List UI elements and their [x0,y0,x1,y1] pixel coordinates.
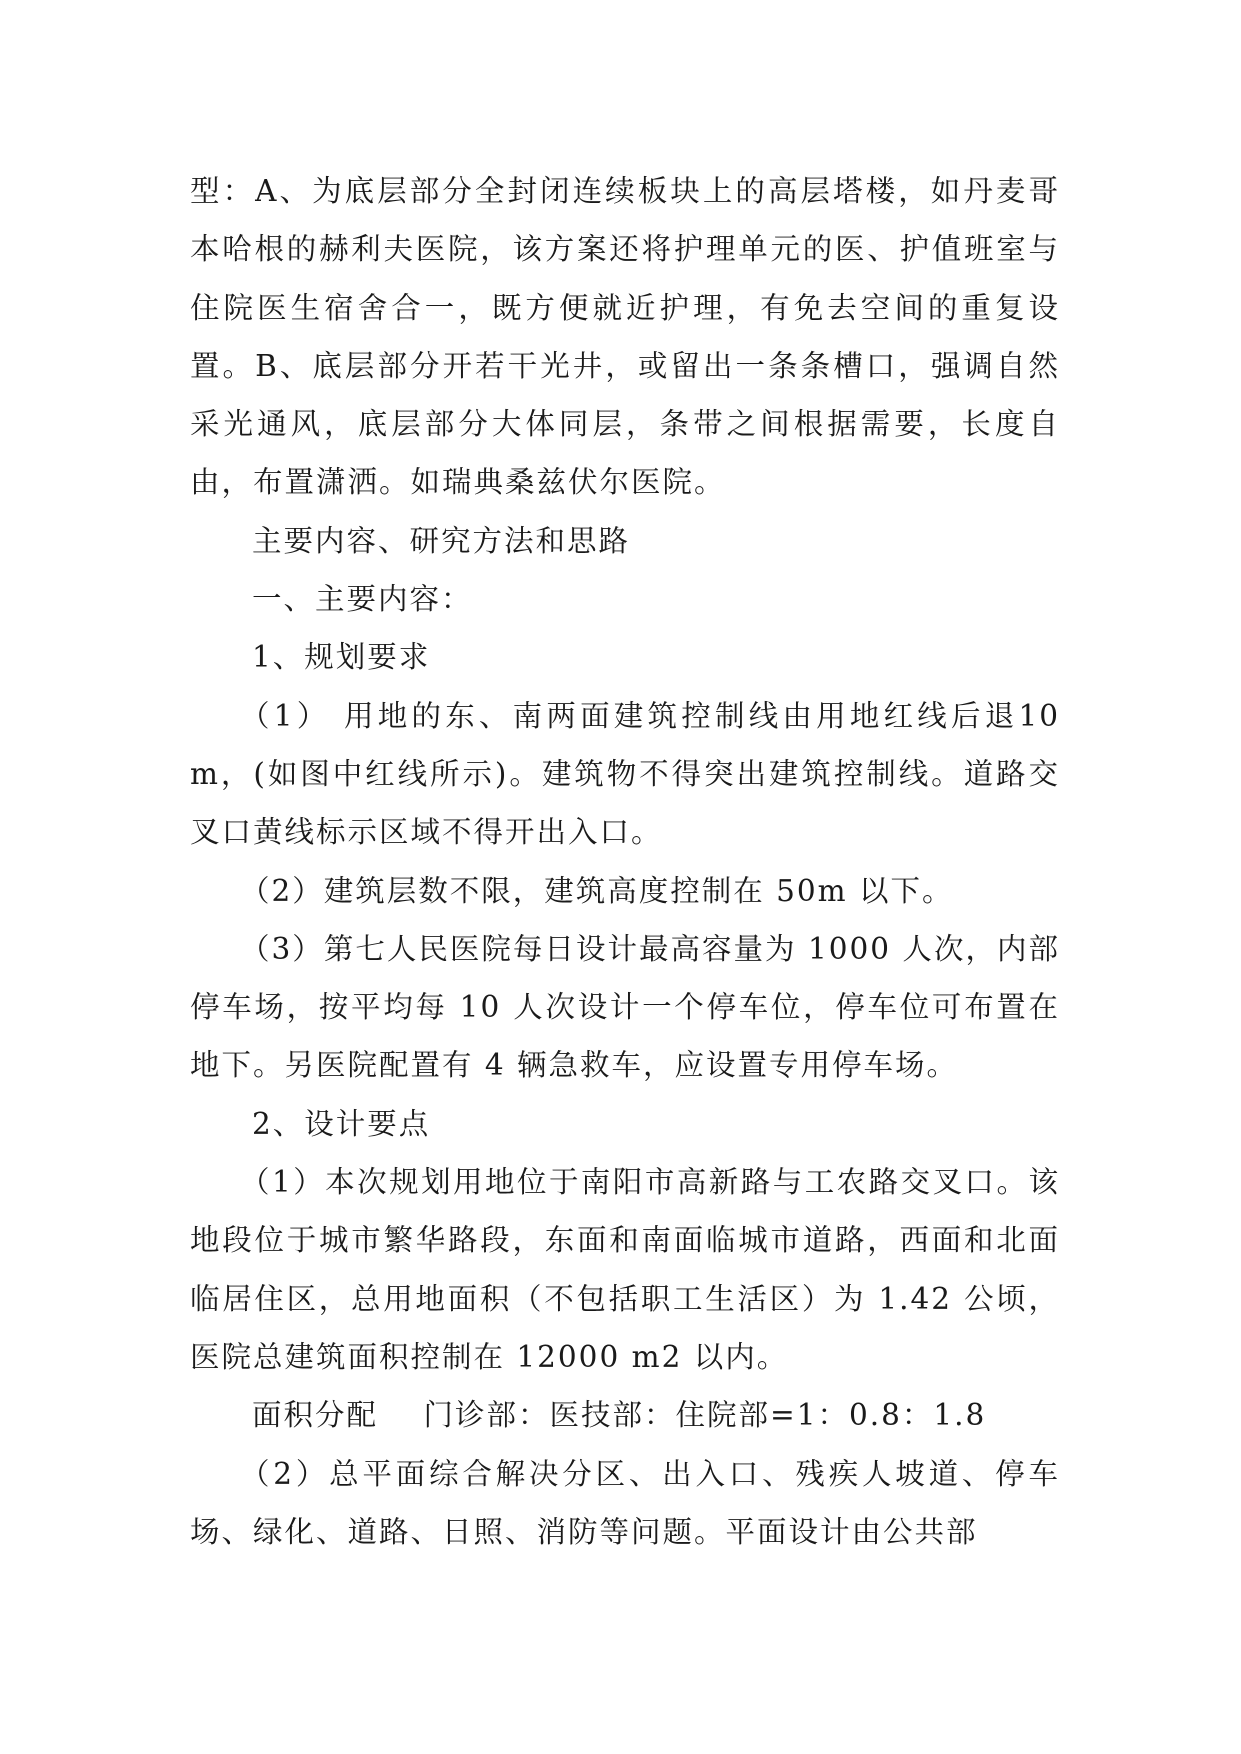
paragraph-requirement-1: （1） 用地的东、南两面建筑控制线由用地红线后退10m，(如图中红线所示)。建筑物不得突出建筑控制线。道路交叉口黄线标示区域不得开出入口。 [190,698,1060,850]
paragraph-hospital-types: 型：A、为底层部分全封闭连续板块上的高层塔楼，如丹麦哥本哈根的赫利夫医院，该方案还将护理单元的医、护值班室与住院医生宿舍合一，既方便就近护理，有免去空间的重复设置。B、底层部分开若干光井，或留出一条条槽口，强调自然采光通风，底层部分大体同层，条带之间根据需要，长度自由，布置潇洒。如瑞典桑兹伏尔医院。 [190,174,1060,500]
heading-main-content-methods: 主要内容、研究方法和思路 [252,523,631,558]
paragraph-area-allocation: 面积分配 门诊部：医技部：住院部=1：0.8：1.8 [252,1398,987,1433]
paragraph-requirement-2: （2）建筑层数不限，建筑高度控制在 50m 以下。 [240,873,954,908]
paragraph-design-point-2: （2）总平面综合解决分区、出入口、残疾人坡道、停车场、绿化、道路、日照、消防等问题。平面设计由公共部 [190,1456,1060,1549]
heading-main-content: 一、主要内容： [252,582,473,617]
heading-design-points: 2、设计要点 [252,1106,431,1141]
paragraph-requirement-3: （3）第七人民医院每日设计最高容量为 1000 人次，内部停车场，按平均每 10 人次设计一个停车位，停车位可布置在地下。另医院配置有 4 辆急救车，应设置专用停车场。 [190,931,1060,1083]
heading-planning-requirements: 1、规划要求 [252,640,431,675]
paragraph-design-point-1: （1）本次规划用地位于南阳市高新路与工农路交叉口。该地段位于城市繁华路段，东面和南面临城市道路，西面和北面临居住区，总用地面积（不包括职工生活区）为 1.42 公顷，医院总建筑面积控制在 12000 m2 以内。 [190,1165,1060,1374]
document-body [190,162,1060,1561]
